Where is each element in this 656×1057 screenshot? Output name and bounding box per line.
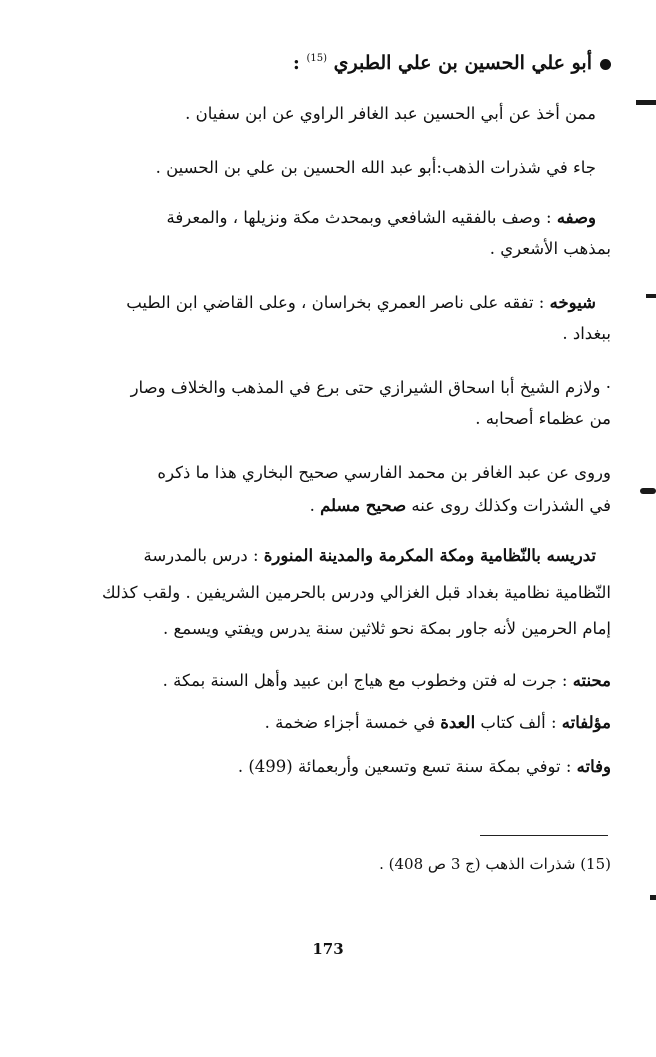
entry-title bbox=[41, 48, 611, 74]
paragraph-death bbox=[41, 756, 611, 778]
paragraph-ordeal bbox=[41, 670, 611, 692]
entry-title-colon: : bbox=[292, 52, 300, 74]
sahih-muslim-title: صحيح مسلم bbox=[320, 496, 407, 515]
paragraph-6-line1: وروى عن عبد الغافر بن محمد الفارسي صحيح البخاري هذا ما ذكره bbox=[157, 463, 611, 482]
scan-mark bbox=[636, 100, 656, 105]
paragraph-2: جاء في شذرات الذهب:أبو عبد الله الحسين بن علي بن الحسين . bbox=[155, 158, 596, 177]
bullet-icon bbox=[600, 59, 611, 70]
paragraph-1: ممن أخذ عن أبي الحسين عبد الغافر الراوي عن ابن سفيان . bbox=[185, 104, 596, 123]
works-text: : ألف كتاب bbox=[475, 713, 562, 732]
paragraph-teachers-line1 bbox=[41, 292, 611, 314]
paragraph-teaching-line1 bbox=[41, 545, 611, 567]
death-text: : توفي بمكة سنة تسع وتسعين وأربعمائة (499) . bbox=[237, 757, 577, 776]
al-udda-title: العدة bbox=[440, 713, 476, 732]
teachers-text: : تفقه على ناصر العمري بخراسان ، وعلى القاضي ابن الطيب bbox=[126, 293, 550, 312]
paragraph-works bbox=[41, 712, 611, 734]
description-label: وصفه bbox=[556, 208, 596, 227]
paragraph-description-line2: بمذهب الأشعري . bbox=[489, 239, 611, 258]
page-number: 173 bbox=[312, 940, 344, 958]
footnote-reference: (15) bbox=[306, 53, 328, 64]
paragraph-5-line1: · ولازم الشيخ أبا اسحاق الشيرازي حتى برع في المذهب والخلاف وصار bbox=[130, 378, 611, 397]
paragraph-6-end: . bbox=[309, 496, 321, 515]
paragraph-teaching-line2: النّظامية نظامية بغداد قبل الغزالي ودرس بالحرمين الشريفين . ولقب كذلك bbox=[102, 583, 611, 602]
teachers-label: شيوخه bbox=[549, 293, 596, 312]
works-text-end: في خمسة أجزاء ضخمة . bbox=[264, 713, 441, 732]
paragraph-description-line1 bbox=[41, 207, 611, 229]
entry-title-text: أبو علي الحسين بن علي الطبري bbox=[333, 52, 592, 74]
footnote-divider bbox=[480, 835, 608, 836]
paragraph-5-line2: من عظماء أصحابه . bbox=[475, 409, 611, 428]
footnote-15: (15) شذرات الذهب (ج 3 ص 408) . bbox=[379, 855, 611, 873]
death-label: وفاته bbox=[576, 757, 611, 776]
paragraph-teachers-line2: ببغداد . bbox=[562, 324, 611, 343]
scan-mark bbox=[650, 895, 656, 900]
ordeal-text: : جرت له فتن وخطوب مع هياج ابن عبيد وأهل السنة بمكة . bbox=[162, 671, 573, 690]
teaching-text: : درس بالمدرسة bbox=[143, 546, 264, 565]
paragraph-6-line2 bbox=[41, 495, 611, 517]
paragraph-6-text: في الشذرات وكذلك روى عنه bbox=[406, 496, 611, 515]
teaching-label: تدريسه بالنّظامية ومكة المكرمة والمدينة المنورة bbox=[263, 546, 596, 565]
scan-mark bbox=[646, 294, 656, 298]
scan-mark bbox=[640, 488, 656, 494]
description-text: : وصف بالفقيه الشافعي وبمحدث مكة ونزيلها ، والمعرفة bbox=[166, 208, 557, 227]
ordeal-label: محنته bbox=[572, 671, 611, 690]
works-label: مؤلفاته bbox=[561, 713, 611, 732]
paragraph-teaching-line3: إمام الحرمين لأنه جاور بمكة نحو ثلاثين سنة يدرس ويفتي ويسمع . bbox=[162, 619, 611, 638]
